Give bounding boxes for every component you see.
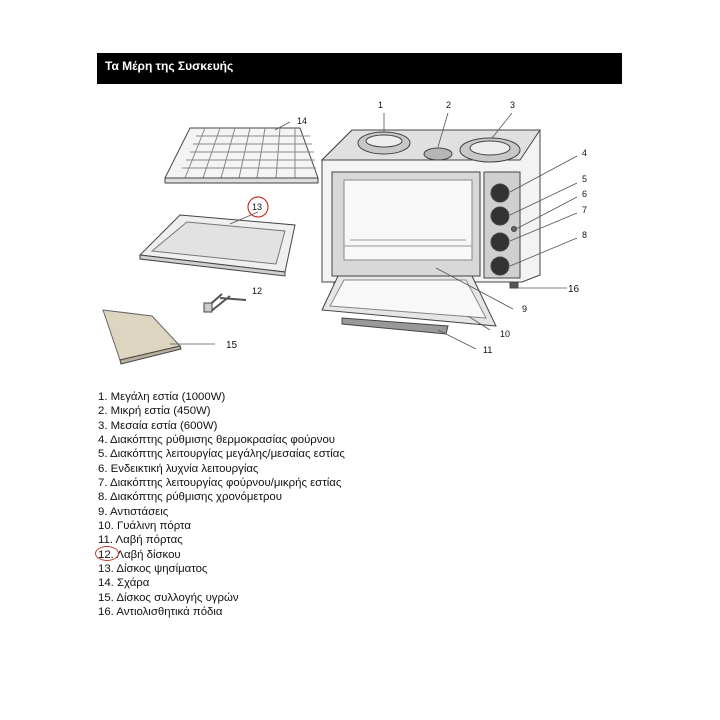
wire-rack-illustration [165,128,318,183]
list-item: 3. Μεσαία εστία (600W) [98,419,218,432]
callout-9: 9 [522,304,528,314]
callout-16: 16 [568,284,580,295]
callout-14: 14 [297,116,308,126]
callout-8: 8 [582,230,588,240]
list-item: 7. Διακόπτης λειτουργίας φούρνου/μικρής εστίας [98,477,342,490]
baking-tray-illustration [140,215,295,276]
highlight-circle [95,546,119,561]
callout-3: 3 [510,100,516,110]
callout-1: 1 [378,100,384,110]
tray-handle-illustration [204,294,246,312]
list-item: 5. Διακόπτης λειτουργίας μεγάλης/μεσαίας εστίας [98,448,345,461]
callout-12: 12 [252,286,263,296]
list-item: 16. Αντιολισθητικά πόδια [98,606,223,619]
callout-13: 13 [252,202,263,212]
list-item: 12. Λαβή δίσκου [98,548,181,561]
callout-5: 5 [582,174,588,184]
parts-list [98,390,345,620]
list-item: 10. Γυάλινη πόρτα [98,520,191,533]
callout-2: 2 [446,100,452,110]
callout-15: 15 [226,340,238,351]
list-item: 14. Σχάρα [98,577,150,590]
list-item: 4. Διακόπτης ρύθμισης θερμοκρασίας φούρνου [98,434,336,447]
oven-illustration [322,130,540,334]
list-item: 6. Ενδεικτική λυχνία λειτουργίας [98,462,259,475]
list-item: 1. Μεγάλη εστία (1000W) [98,391,226,403]
list-item: 15. Δίσκος συλλογής υγρών [98,591,239,604]
section-title: Τα Μέρη της Συσκευής [105,59,234,73]
callout-4: 4 [582,148,588,158]
callout-6: 6 [582,189,588,199]
list-item: 13. Δίσκος ψησίματος [98,563,208,576]
list-item: 2. Μικρή εστία (450W) [98,405,211,418]
list-item: 9. Αντιστάσεις [98,505,169,518]
list-item: 11. Λαβή πόρτας [98,534,183,547]
list-item: 8. Διακόπτης ρύθμισης χρονόμετρου [98,491,283,504]
callout-7: 7 [582,205,588,215]
drip-tray-illustration [103,310,181,364]
callout-10: 10 [500,329,511,339]
callout-11: 11 [483,345,493,355]
